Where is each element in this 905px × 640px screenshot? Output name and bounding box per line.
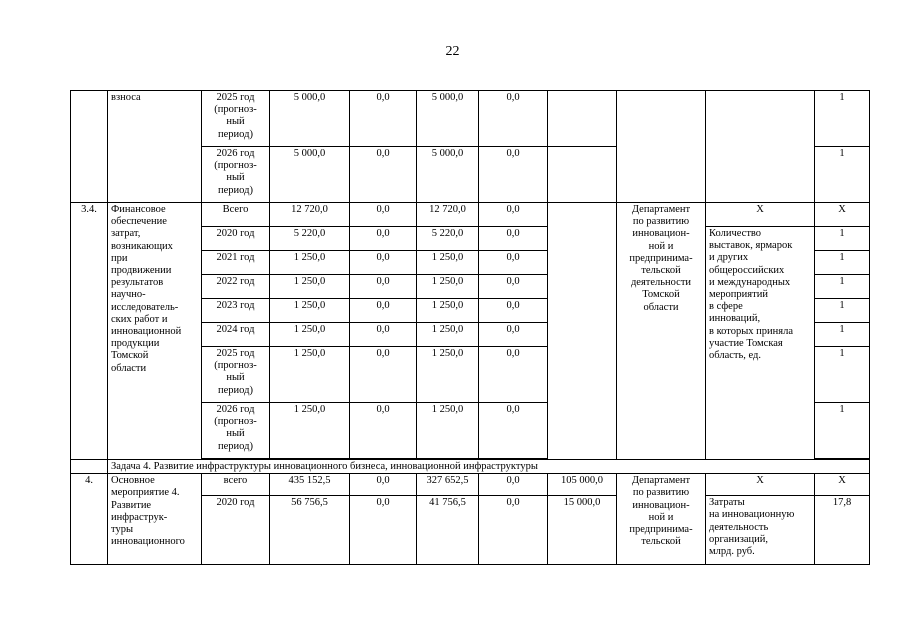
cell-regional: 12 720,0 (417, 203, 479, 227)
cell-total: 56 756,5 (270, 496, 350, 565)
cell-executor: Департамент по развитию инновацион- ной и предпринима- тельской (617, 474, 706, 565)
cell-regional: 1 250,0 (417, 275, 479, 299)
cell-year: 2026 год (прогноз- ный период) (202, 147, 270, 203)
cell-extra: 105 000,0 (548, 474, 617, 496)
cell-year: 2025 год (прогноз- ный период) (202, 347, 270, 403)
cell-extra (548, 91, 617, 147)
cell-local: 0,0 (479, 347, 548, 403)
cell-total: 1 250,0 (270, 299, 350, 323)
cell-extra (548, 203, 617, 460)
table-row (71, 474, 870, 496)
cell-value: 1 (815, 403, 870, 459)
cell-federal: 0,0 (350, 227, 417, 251)
cell-year: 2025 год (прогноз- ный период) (202, 91, 270, 147)
cell-total: 1 250,0 (270, 403, 350, 459)
cell-regional: 1 250,0 (417, 323, 479, 347)
cell-total: 1 250,0 (270, 347, 350, 403)
cell-federal: 0,0 (350, 275, 417, 299)
cell-value: 17,8 (815, 496, 870, 565)
cell-local: 0,0 (479, 147, 548, 203)
cell-regional: 1 250,0 (417, 347, 479, 403)
table-row (71, 203, 870, 227)
cell-federal: 0,0 (350, 251, 417, 275)
cell-value: 1 (815, 227, 870, 251)
cell-federal: 0,0 (350, 147, 417, 203)
cell-num: 4. (71, 474, 108, 565)
cell-num (71, 91, 108, 203)
cell-value: 1 (815, 91, 870, 147)
cell-regional: 1 250,0 (417, 403, 479, 459)
cell-local: 0,0 (479, 299, 548, 323)
cell-value: 1 (815, 299, 870, 323)
cell-num: 3.4. (71, 203, 108, 460)
cell-total: 12 720,0 (270, 203, 350, 227)
cell-regional: 41 756,5 (417, 496, 479, 565)
cell-executor (617, 91, 706, 203)
cell-federal: 0,0 (350, 203, 417, 227)
cell-local: 0,0 (479, 251, 548, 275)
cell-indicator-x: Х (706, 474, 815, 496)
cell-total: 1 250,0 (270, 275, 350, 299)
cell-regional: 5 000,0 (417, 147, 479, 203)
cell-total: 1 250,0 (270, 323, 350, 347)
cell-local: 0,0 (479, 323, 548, 347)
cell-federal: 0,0 (350, 474, 417, 496)
cell-indicator-x: Х (706, 203, 815, 227)
cell-regional: 5 000,0 (417, 91, 479, 147)
program-table (70, 90, 870, 565)
cell-regional: 1 250,0 (417, 299, 479, 323)
task-heading: Задача 4. Развитие инфраструктуры инновационного бизнеса, инновационной инфраструктуры (108, 460, 870, 474)
cell-local: 0,0 (479, 91, 548, 147)
page-number: 22 (445, 44, 460, 59)
cell-year: всего (202, 474, 270, 496)
cell-year: Всего (202, 203, 270, 227)
cell-year: 2024 год (202, 323, 270, 347)
cell-local: 0,0 (479, 227, 548, 251)
cell-federal: 0,0 (350, 91, 417, 147)
cell-name: Основное мероприятие 4. Развитие инфраструк- туры инновационного (108, 474, 202, 565)
table-row (71, 91, 870, 147)
cell-regional: 327 652,5 (417, 474, 479, 496)
cell-year: 2026 год (прогноз- ный период) (202, 403, 270, 459)
cell-value: 1 (815, 323, 870, 347)
cell-total: 1 250,0 (270, 251, 350, 275)
cell-extra: 15 000,0 (548, 496, 617, 565)
cell-year: 2020 год (202, 496, 270, 565)
cell-name: Финансовое обеспечение затрат, возникающих при продвижении результатов научно- исследователь- ских работ и инновационной продукции Томской области (108, 203, 202, 460)
cell-value: 1 (815, 275, 870, 299)
cell-local: 0,0 (479, 203, 548, 227)
cell-federal: 0,0 (350, 299, 417, 323)
cell-year: 2021 год (202, 251, 270, 275)
cell-extra (548, 147, 617, 203)
cell-name: взноса (108, 91, 202, 203)
table-row (71, 460, 870, 474)
cell-federal: 0,0 (350, 323, 417, 347)
cell-federal: 0,0 (350, 496, 417, 565)
cell-total: 5 000,0 (270, 147, 350, 203)
cell-local: 0,0 (479, 403, 548, 459)
cell-year: 2020 год (202, 227, 270, 251)
cell-indicator: Количество выставок, ярмарок и других общероссийских и международных мероприятий в сфере инноваций, в которых приняла участие Томская область, ед. (706, 227, 815, 460)
cell-executor: Департамент по развитию инновацион- ной и предпринима- тельской деятельности Томской области (617, 203, 706, 460)
cell-regional: 1 250,0 (417, 251, 479, 275)
cell-federal: 0,0 (350, 347, 417, 403)
cell-total: 5 220,0 (270, 227, 350, 251)
cell-indicator (706, 91, 815, 203)
cell-value: 1 (815, 347, 870, 403)
cell-value-x: Х (815, 474, 870, 496)
cell-local: 0,0 (479, 496, 548, 565)
cell-indicator: Затраты на инновационную деятельность организаций, млрд. руб. (706, 496, 815, 565)
cell-total: 435 152,5 (270, 474, 350, 496)
cell-value: 1 (815, 251, 870, 275)
cell-num (71, 460, 108, 474)
cell-year: 2022 год (202, 275, 270, 299)
cell-local: 0,0 (479, 474, 548, 496)
cell-value: 1 (815, 147, 870, 203)
cell-value-x: Х (815, 203, 870, 227)
cell-regional: 5 220,0 (417, 227, 479, 251)
cell-year: 2023 год (202, 299, 270, 323)
cell-federal: 0,0 (350, 403, 417, 459)
cell-local: 0,0 (479, 275, 548, 299)
cell-total: 5 000,0 (270, 91, 350, 147)
